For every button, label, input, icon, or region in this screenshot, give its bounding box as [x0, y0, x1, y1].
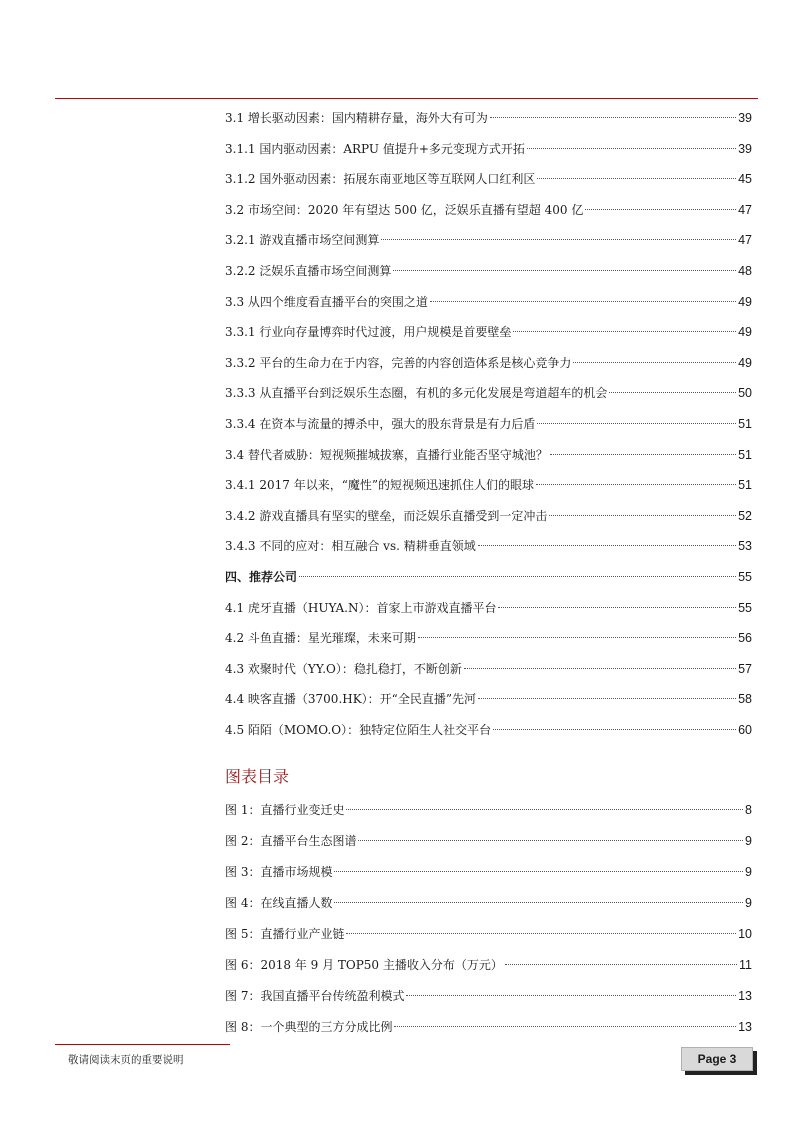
toc-entry[interactable]: [225, 623, 752, 654]
toc-entry-page-number: 47: [738, 233, 752, 248]
figure-entry-page-number: 10: [738, 927, 752, 941]
figure-entry[interactable]: [225, 981, 752, 1012]
toc-entry-page-number: 47: [738, 202, 752, 217]
figure-entry[interactable]: [225, 826, 752, 857]
toc-entry-page-number: 51: [738, 416, 752, 431]
dot-leader: [550, 454, 736, 455]
toc-entry[interactable]: [225, 103, 752, 134]
dot-leader: [406, 995, 736, 996]
dot-leader: [478, 698, 736, 699]
dot-leader: [537, 423, 736, 424]
toc-entry-label: 4.3 欢聚时代（YY.O）：稳扎稳打，不断创新: [225, 661, 462, 676]
toc-entry-page-number: 57: [738, 661, 752, 676]
dot-leader: [393, 270, 736, 271]
dot-leader: [498, 607, 736, 608]
dot-leader: [299, 576, 736, 577]
toc-entry[interactable]: [225, 287, 752, 318]
toc-entry-label: 4.1 虎牙直播（HUYA.N）：首家上市游戏直播平台: [225, 600, 497, 615]
toc-entry-label: 4.5 陌陌（MOMO.O）：独特定位陌生人社交平台: [225, 722, 492, 737]
table-of-contents: [225, 103, 752, 745]
toc-entry[interactable]: [225, 531, 752, 562]
dot-leader: [358, 840, 743, 841]
toc-entry-page-number: 55: [738, 600, 752, 615]
figure-entry[interactable]: [225, 857, 752, 888]
toc-entry-label: 3.4 替代者威胁：短视频摧城拔寨，直播行业能否坚守城池？: [225, 447, 548, 462]
figure-entry-label: 图 8：一个典型的三方分成比例: [225, 1020, 393, 1034]
footer-rule: [55, 1044, 230, 1045]
toc-entry-label: 3.4.3 不同的应对：相互融合 vs. 精耕垂直领域: [225, 539, 476, 554]
figures-list-title: 图表目录: [225, 767, 290, 786]
toc-entry-page-number: 51: [738, 478, 752, 493]
figure-entry-label: 图 7：我国直播平台传统盈利模式: [225, 989, 405, 1003]
figure-entry-page-number: 9: [745, 834, 752, 848]
figure-entry-label: 图 1：直播行业变迁史: [225, 803, 345, 817]
figure-entry[interactable]: [225, 950, 752, 981]
toc-entry[interactable]: [225, 501, 752, 532]
toc-entry-page-number: 60: [738, 722, 752, 737]
toc-entry-page-number: 45: [738, 172, 752, 187]
figure-entry-label: 图 5：直播行业产业链: [225, 927, 345, 941]
dot-leader: [346, 933, 736, 934]
toc-entry-page-number: 51: [738, 447, 752, 462]
dot-leader: [537, 178, 736, 179]
dot-leader: [536, 484, 736, 485]
toc-entry-label: 3.3.1 行业向存量博弈时代过渡，用户规模是首要壁垒: [225, 325, 512, 340]
toc-entry-page-number: 49: [738, 355, 752, 370]
toc-entry[interactable]: [225, 593, 752, 624]
figure-entry-label: 图 6：2018 年 9 月 TOP50 主播收入分布（万元）: [225, 958, 503, 972]
figure-entry-label: 图 4：在线直播人数: [225, 896, 333, 910]
dot-leader: [505, 964, 737, 965]
figure-entry[interactable]: [225, 795, 752, 826]
toc-entry[interactable]: [225, 684, 752, 715]
toc-entry[interactable]: [225, 470, 752, 501]
dot-leader: [573, 362, 736, 363]
toc-entry[interactable]: [225, 164, 752, 195]
dot-leader: [381, 239, 736, 240]
toc-entry-page-number: 39: [738, 111, 752, 125]
dot-leader: [346, 809, 743, 810]
figure-entry-page-number: 9: [745, 896, 752, 910]
toc-entry[interactable]: [225, 715, 752, 746]
dot-leader: [418, 637, 736, 638]
toc-entry-label: 4.4 映客直播（3700.HK）：开“全民直播”先河: [225, 692, 476, 707]
dot-leader: [527, 148, 736, 149]
dot-leader: [334, 902, 743, 903]
dot-leader: [493, 729, 736, 730]
list-of-figures: [225, 795, 752, 1043]
toc-entry-label: 3.4.1 2017 年以来，“魔性”的短视频迅速抓住人们的眼球: [225, 478, 534, 493]
toc-entry-label: 3.1.2 国外驱动因素：拓展东南亚地区等互联网人口红利区: [225, 172, 536, 187]
dot-leader: [549, 515, 736, 516]
figure-entry[interactable]: [225, 919, 752, 950]
dot-leader: [334, 871, 743, 872]
toc-entry[interactable]: [225, 378, 752, 409]
toc-entry[interactable]: [225, 654, 752, 685]
toc-entry-label: 3.2 市场空间：2020 年有望达 500 亿，泛娱乐直播有望超 400 亿: [225, 202, 584, 217]
toc-entry-label: 3.3.4 在资本与流量的搏杀中，强大的股东背景是有力后盾: [225, 416, 536, 431]
toc-entry[interactable]: [225, 195, 752, 226]
footer-disclaimer-note: 敬请阅读末页的重要说明: [68, 1054, 184, 1066]
toc-entry-label: 3.1.1 国内驱动因素：ARPU 值提升+多元变现方式开拓: [225, 141, 525, 156]
toc-entry-page-number: 53: [738, 539, 752, 554]
dot-leader: [430, 301, 736, 302]
toc-entry-page-number: 50: [738, 386, 752, 401]
toc-entry-label: 4.2 斗鱼直播：星光璀璨，未来可期: [225, 631, 416, 646]
toc-entry[interactable]: [225, 317, 752, 348]
toc-entry-label: 3.1 增长驱动因素：国内精耕存量，海外大有可为: [225, 111, 488, 125]
toc-entry[interactable]: [225, 225, 752, 256]
toc-entry-page-number: 55: [738, 569, 752, 584]
toc-entry-label: 3.4.2 游戏直播具有坚实的壁垒，而泛娱乐直播受到一定冲击: [225, 508, 548, 523]
toc-entry[interactable]: [225, 134, 752, 165]
toc-entry[interactable]: [225, 256, 752, 287]
dot-leader: [478, 545, 736, 546]
toc-entry-page-number: 56: [738, 631, 752, 646]
dot-leader: [490, 117, 736, 118]
toc-entry-label: 3.2.1 游戏直播市场空间测算: [225, 233, 380, 248]
toc-entry-page-number: 49: [738, 294, 752, 309]
toc-entry-page-number: 58: [738, 692, 752, 707]
figure-entry[interactable]: [225, 888, 752, 919]
figure-entry-page-number: 9: [745, 865, 752, 879]
toc-entry[interactable]: [225, 409, 752, 440]
toc-entry[interactable]: [225, 562, 752, 593]
figure-entry-label: 图 2：直播平台生态图谱: [225, 834, 357, 848]
dot-leader: [394, 1026, 736, 1027]
figure-entry-label: 图 3：直播市场规模: [225, 865, 333, 879]
figure-entry-page-number: 13: [738, 989, 752, 1003]
toc-entry-label: 3.3.3 从直播平台到泛娱乐生态圈，有机的多元化发展是弯道超车的机会: [225, 386, 608, 401]
figure-entry[interactable]: [225, 1012, 752, 1043]
toc-entry-label: 3.2.2 泛娱乐直播市场空间测算: [225, 263, 392, 278]
toc-entry-page-number: 39: [738, 141, 752, 156]
toc-entry-page-number: 48: [738, 263, 752, 278]
toc-entry[interactable]: [225, 348, 752, 379]
figure-entry-page-number: 8: [745, 803, 752, 817]
toc-entry-label: 四、推荐公司: [225, 569, 298, 584]
figure-entry-page-number: 13: [738, 1020, 752, 1034]
dot-leader: [464, 668, 736, 669]
dot-leader: [609, 392, 736, 393]
header-rule: [55, 98, 758, 99]
figure-entry-page-number: 11: [739, 958, 752, 972]
toc-entry[interactable]: [225, 440, 752, 471]
dot-leader: [513, 331, 736, 332]
toc-entry-page-number: 52: [738, 508, 752, 523]
page-number-badge: Page 3: [681, 1047, 753, 1071]
toc-entry-page-number: 49: [738, 325, 752, 340]
toc-entry-label: 3.3 从四个维度看直播平台的突围之道: [225, 294, 428, 309]
toc-entry-label: 3.3.2 平台的生命力在于内容，完善的内容创造体系是核心竞争力: [225, 355, 572, 370]
dot-leader: [585, 209, 736, 210]
